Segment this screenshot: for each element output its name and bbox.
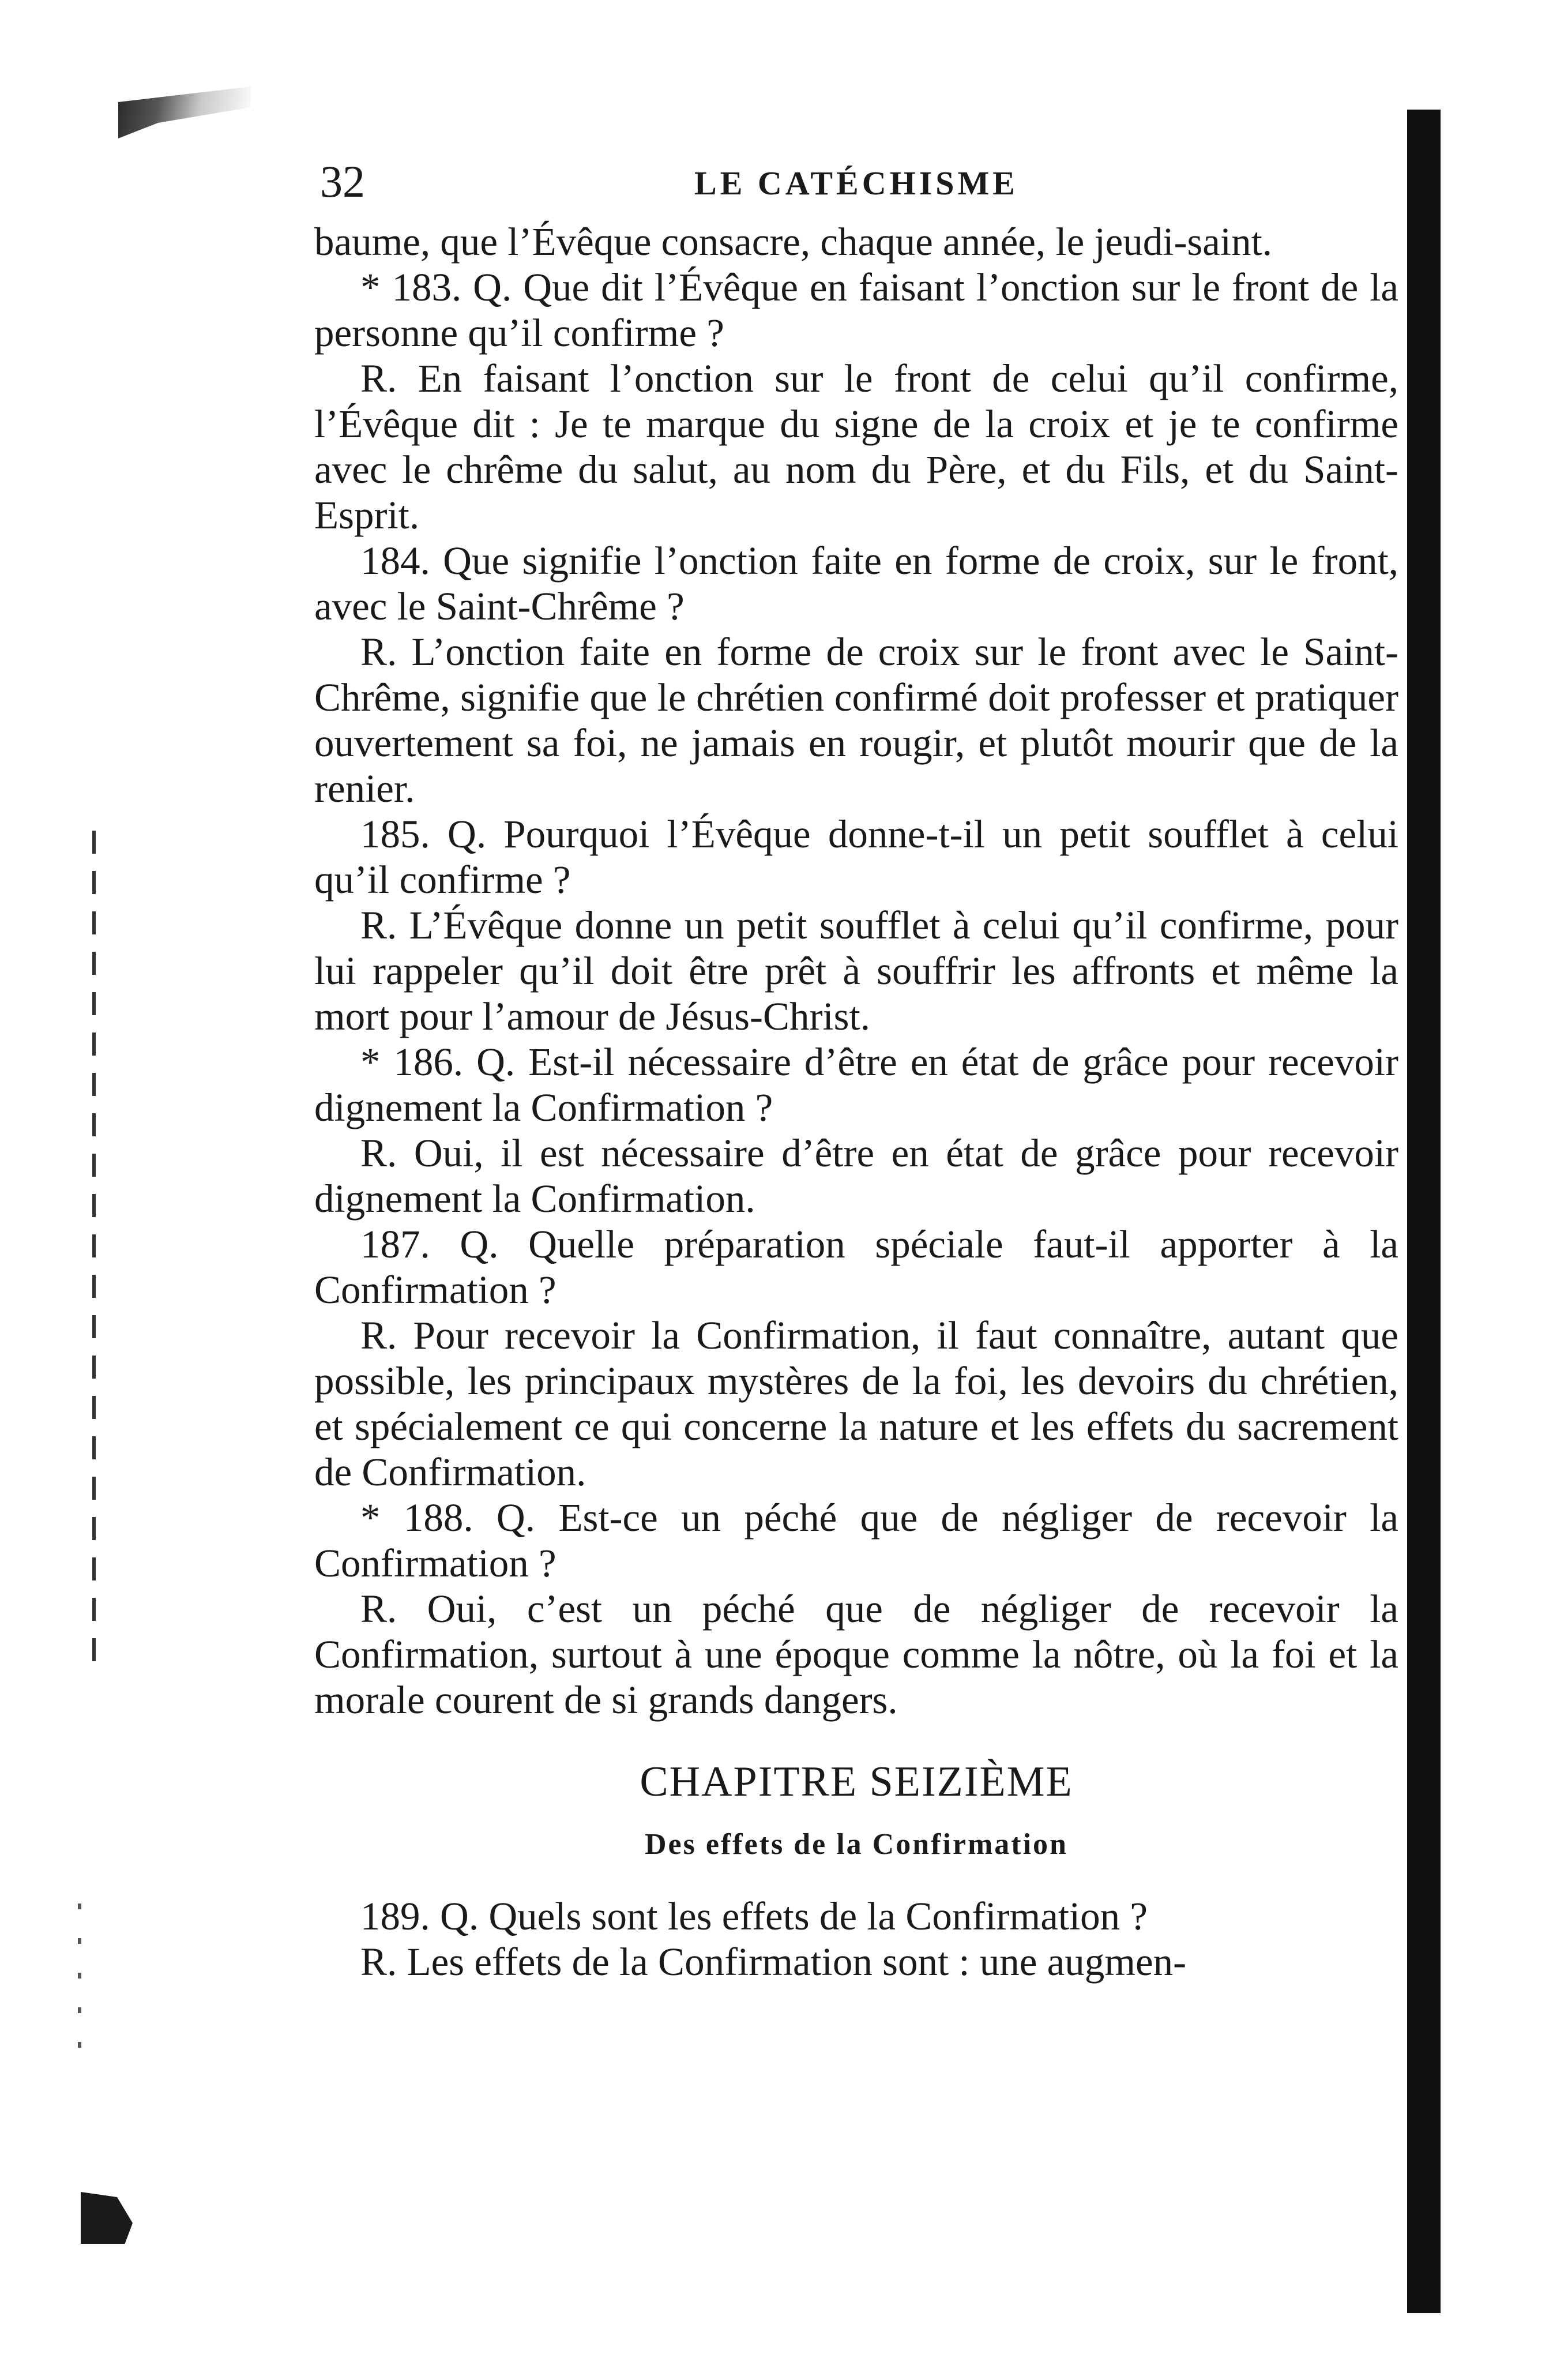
question-187: 187. Q. Quelle préparation spéciale faut-il apporter à la Confirmation ? [314, 1222, 1398, 1312]
question-183: * 183. Q. Que dit l’Évêque en faisant l’onction sur le front de la personne qu’il confirme ? [314, 265, 1398, 355]
answer-184: R. L’onction faite en forme de croix sur le front avec le Saint-Chrême, signifie que le chrétien confirmé doit professer et pratiquer ouvertement sa foi, ne jamais en rougir, et plutôt mourir que de la renier. [314, 630, 1398, 810]
scan-margin-marks [92, 831, 96, 1667]
question-188: * 188. Q. Est-ce un péché que de négliger de recevoir la Confirmation ? [314, 1496, 1398, 1585]
chapter-subtitle: Des effets de la Confirmation [645, 1828, 1068, 1861]
scan-shadow-top-left [118, 87, 251, 138]
answer-186: R. Oui, il est nécessaire d’être en état de grâce pour recevoir dignement la Confirmation. [314, 1131, 1398, 1221]
question-185: 185. Q. Pourquoi l’Évêque donne-t-il un petit soufflet à celui qu’il confirme ? [314, 812, 1398, 902]
answer-189: R. Les effets de la Confirmation sont : une augmen- [360, 1940, 1187, 1984]
answer-187: R. Pour recevoir la Confirmation, il faut connaître, autant que possible, les principaux mystères de la foi, les devoirs du chrétien, et spécialement ce qui concerne la nature et les effets du sacrement de Confirmation. [314, 1313, 1398, 1494]
paragraph-continued: baume, que l’Évêque consacre, chaque année, le jeudi-saint. [314, 220, 1272, 264]
question-184: 184. Que signifie l’onction faite en forme de croix, sur le front, avec le Saint-Chrême ? [314, 539, 1398, 628]
scan-shadow-right-edge [1407, 110, 1441, 2313]
page-number: 32 [320, 156, 365, 207]
scan-shadow-bottom-left [81, 2192, 133, 2244]
chapter-body-text [314, 1894, 1398, 1985]
question-189: 189. Q. Quels sont les effets de la Confirmation ? [360, 1894, 1148, 1938]
answer-183: R. En faisant l’onction sur le front de celui qu’il confirme, l’Évêque dit : Je te marque du signe de la croix et je te confirme avec le chrême du salut, au nom du Père, et du Fils, et du Saint-Esprit. [314, 356, 1398, 537]
chapter-heading: CHAPITRE SEIZIÈME [640, 1758, 1073, 1805]
running-title: LE CATÉCHISME [694, 164, 1018, 202]
page [314, 156, 1398, 1985]
answer-185: R. L’Évêque donne un petit soufflet à celui qu’il confirme, pour lui rappeler qu’il doit être prêt à souffrir les affronts et même la mort pour l’amour de Jésus-Christ. [314, 903, 1398, 1038]
question-186: * 186. Q. Est-il nécessaire d’être en état de grâce pour recevoir dignement la Confirmation ? [314, 1040, 1398, 1129]
body-text [314, 219, 1398, 1723]
running-head [314, 156, 1398, 219]
scan-margin-marks-lower [78, 1904, 81, 2077]
answer-188: R. Oui, c’est un péché que de négliger de recevoir la Confirmation, surtout à une époque comme la nôtre, où la foi et la morale courent de si grands dangers. [314, 1587, 1398, 1722]
